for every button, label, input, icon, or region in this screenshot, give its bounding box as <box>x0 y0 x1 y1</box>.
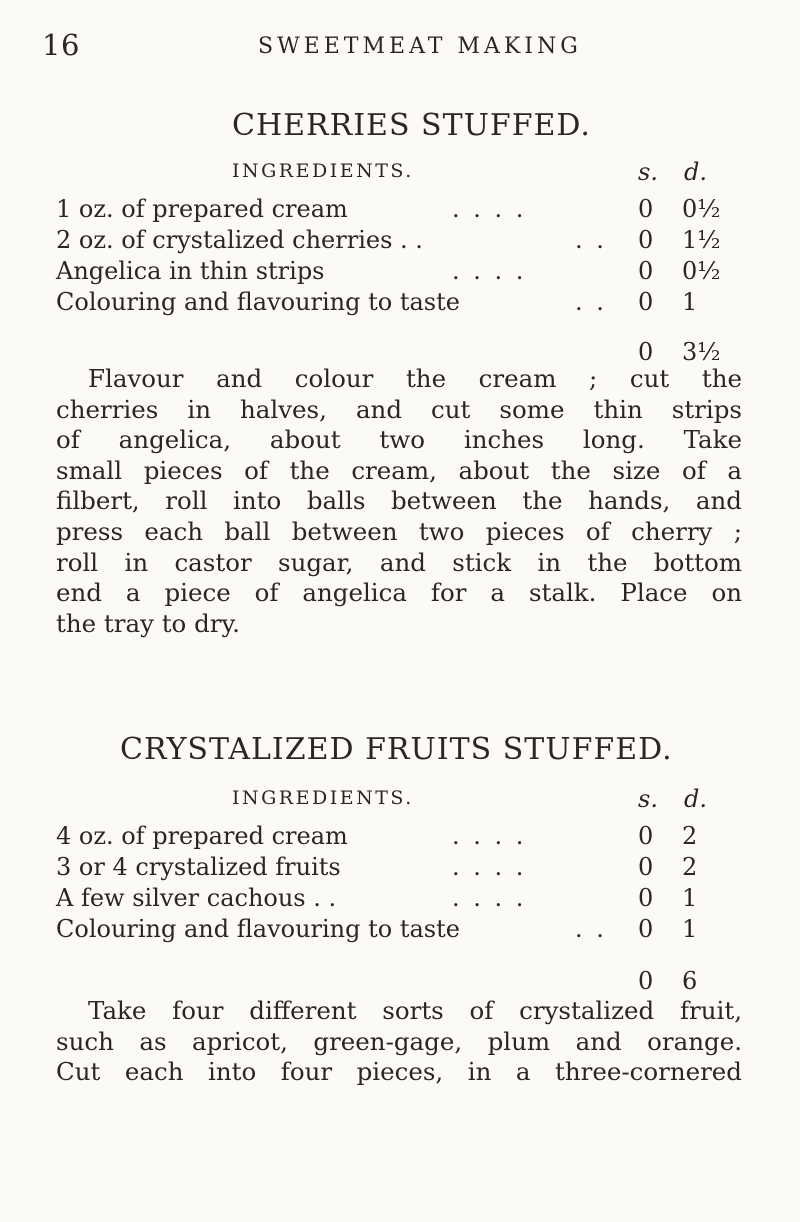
ingredient-shillings: 0 <box>638 884 654 912</box>
leader-dots: . . . . <box>452 257 527 285</box>
ingredient-pence: 2 <box>682 853 698 881</box>
total-shillings: 0 <box>638 967 654 995</box>
method-paragraph <box>56 996 742 1088</box>
method-line: cherries in halves, and cut some thin strips <box>56 394 742 424</box>
ingredient-row <box>0 884 800 914</box>
ingredient-row <box>0 853 800 883</box>
method-line: roll in castor sugar, and stick in the bottom <box>56 547 742 577</box>
ingredient-row <box>0 257 800 287</box>
ingredient-shillings: 0 <box>638 915 654 943</box>
total-pence: 6 <box>682 967 698 995</box>
leader-dots: . . <box>575 915 607 943</box>
pence-header: d. <box>684 158 707 186</box>
ingredient-shillings: 0 <box>638 257 654 285</box>
ingredient-shillings: 0 <box>638 195 654 223</box>
ingredient-shillings: 0 <box>638 288 654 316</box>
ingredient-row <box>0 915 800 945</box>
total-row <box>0 967 800 997</box>
ingredient-shillings: 0 <box>638 226 654 254</box>
leader-dots: . . <box>575 288 607 316</box>
ingredient-pence: 0½ <box>682 257 721 285</box>
running-head: SWEETMEAT MAKING <box>258 34 582 59</box>
ingredient-pence: 1 <box>682 915 698 943</box>
ingredient-row <box>0 226 800 256</box>
method-line: Take four different sorts of crystalized fruit, <box>88 996 742 1025</box>
ingredient-pence: 1½ <box>682 226 721 254</box>
method-line: end a piece of angelica for a stalk. Place on <box>56 578 742 608</box>
method-line: Flavour and colour the cream ; cut the <box>88 364 742 393</box>
ingredient-pence: 1 <box>682 884 698 912</box>
method-line: filbert, roll into balls between the hands, and <box>56 486 742 516</box>
ingredient-name: Colouring and flavouring to taste <box>56 288 460 316</box>
method-paragraph <box>56 364 742 639</box>
method-line: the tray to dry. <box>56 608 240 638</box>
ingredient-name: 4 oz. of prepared cream <box>56 822 348 850</box>
page-number: 16 <box>42 28 80 62</box>
total-shillings: 0 <box>638 338 654 366</box>
ingredients-heading: INGREDIENTS. <box>232 787 414 809</box>
ingredient-name: Colouring and flavouring to taste <box>56 915 460 943</box>
method-line: of angelica, about two inches long. Take <box>56 425 742 455</box>
ingredients-heading: INGREDIENTS. <box>232 160 414 182</box>
ingredient-name: Angelica in thin strips <box>56 257 325 285</box>
ingredient-name: A few silver cachous . . <box>56 884 337 912</box>
recipe-title-cherries: CHERRIES STUFFED. <box>232 108 591 143</box>
leader-dots: . . . . <box>452 822 527 850</box>
ingredient-pence: 2 <box>682 822 698 850</box>
leader-dots: . . <box>575 226 607 254</box>
ingredient-row <box>0 822 800 852</box>
total-pence: 3½ <box>682 338 721 366</box>
ingredient-name: 1 oz. of prepared cream <box>56 195 348 223</box>
leader-dots: . . . . <box>452 195 527 223</box>
pence-header: d. <box>684 785 707 813</box>
shillings-header: s. <box>638 785 658 813</box>
ingredient-pence: 0½ <box>682 195 721 223</box>
method-line: Cut each into four pieces, in a three-cornered <box>56 1057 742 1087</box>
method-line: such as apricot, green-gage, plum and orange. <box>56 1026 742 1056</box>
ingredient-pence: 1 <box>682 288 698 316</box>
method-line: small pieces of the cream, about the size of a <box>56 455 742 485</box>
method-line: press each ball between two pieces of cherry ; <box>56 516 742 546</box>
ingredient-shillings: 0 <box>638 853 654 881</box>
shillings-header: s. <box>638 158 658 186</box>
ingredient-name: 3 or 4 crystalized fruits <box>56 853 341 881</box>
leader-dots: . . . . <box>452 853 527 881</box>
ingredient-name: 2 oz. of crystalized cherries . . <box>56 226 423 254</box>
recipe-title-crystalized-fruits: CRYSTALIZED FRUITS STUFFED. <box>120 732 673 767</box>
ingredient-row <box>0 195 800 225</box>
leader-dots: . . . . <box>452 884 527 912</box>
ingredient-row <box>0 288 800 318</box>
ingredient-shillings: 0 <box>638 822 654 850</box>
